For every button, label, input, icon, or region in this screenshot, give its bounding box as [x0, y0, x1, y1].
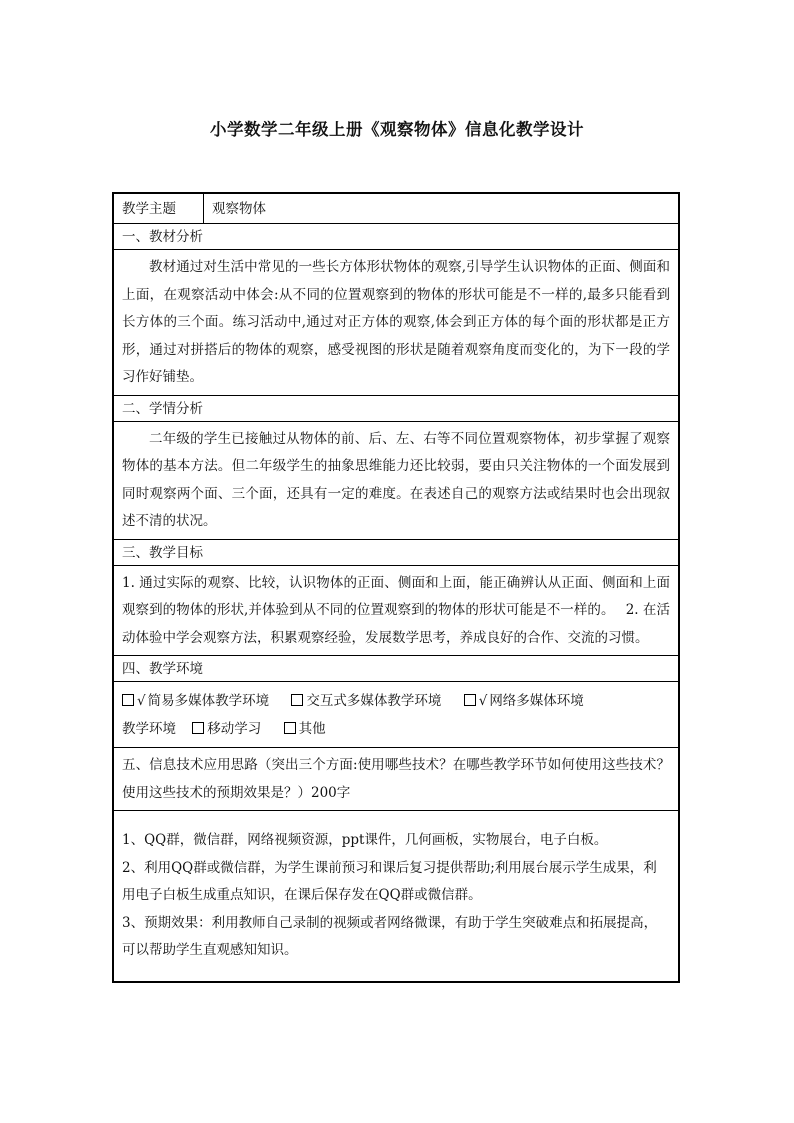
goals-heading: 三、教学目标	[114, 540, 678, 566]
env-option-mobile-learning[interactable]	[192, 721, 261, 737]
checkbox-icon	[291, 694, 303, 706]
learners-heading: 二、学情分析	[114, 396, 678, 422]
env-option-teaching-environment	[122, 721, 176, 737]
env-option-label: 简易多媒体教学环境	[147, 693, 270, 709]
technology-item: 1、QQ群，微信群，网络视频资源，ppt课件，几何画板，实物展台，电子白板。	[122, 832, 608, 848]
check-mark-icon: √	[478, 693, 488, 709]
env-option-interactive-multimedia[interactable]	[291, 693, 441, 709]
env-option-label: 教学环境	[122, 720, 176, 737]
technology-heading: 五、信息技术应用思路（突出三个方面:使用哪些技术？在哪些教学环节如何使用这些技术？使用这些技术的预期效果是？）200字	[114, 748, 678, 811]
technology-body	[114, 811, 678, 981]
technology-item: 2、利用QQ群或微信群，为学生课前预习和课后复习提供帮助;利用展台展示学生成果，利用电子白板生成重点知识，在课后保存发在QQ群或微信群。	[122, 859, 657, 903]
textbook-heading: 一、教材分析	[114, 224, 678, 250]
environment-heading: 四、教学环境	[114, 656, 678, 682]
checkbox-icon	[122, 694, 134, 706]
env-option-label: 其他	[298, 720, 326, 737]
subject-row	[114, 194, 678, 224]
check-mark-icon: √	[137, 693, 146, 709]
technology-item: 3、预期效果：利用教师自己录制的视频或者网络微课，有助于学生突破难点和拓展提高，可以帮助学生直观感知知识。	[122, 914, 658, 958]
env-option-simple-multimedia[interactable]	[122, 693, 269, 709]
textbook-body: 教材通过对生活中常见的一些长方体形状物体的观察,引导学生认识物体的正面、侧面和上面，在观察活动中体会:从不同的位置观察到的物体的形状可能是不一样的,最多只能看到长方体的三个面。练习活动中,通过对正方体的观察,体会到正方体的每个面的形状都是正方形，通过对拼搭后的物体的观察，感受视图的形状是随着观察角度而变化的，为下一段的学习作好铺垫。	[114, 250, 678, 396]
lesson-plan-table	[112, 192, 680, 983]
env-option-label: 网络多媒体环境	[489, 693, 584, 709]
goals-body: 1. 通过实际的观察、比较，认识物体的正面、侧面和上面，能正确辨认从正面、侧面和上面观察到的物体的形状,并体验到从不同的位置观察到的物体的形状可能是不一样的。 2. 在活动体验中学会观察方法，积累观察经验，发展数学思考，养成良好的合作、交流的习惯。	[114, 566, 678, 657]
checkbox-icon	[192, 722, 204, 734]
checkbox-icon	[464, 694, 476, 706]
document-title: 小学数学二年级上册《观察物体》信息化教学设计	[210, 120, 584, 139]
checkbox-icon	[284, 722, 296, 734]
environment-options	[114, 682, 678, 748]
learners-body: 二年级的学生已接触过从物体的前、后、左、右等不同位置观察物体，初步掌握了观察物体的基本方法。但二年级学生的抽象思维能力还比较弱，要由只关注物体的一个面发展到同时观察两个面、三个面，还具有一定的难度。在表述自己的观察方法或结果时也会出现叙述不清的状况。	[114, 422, 678, 540]
env-option-other[interactable]	[284, 721, 326, 737]
env-option-label: 移动学习	[207, 720, 262, 737]
env-option-network-multimedia[interactable]	[464, 693, 584, 709]
subject-label: 教学主题	[114, 194, 204, 223]
subject-value: 观察物体	[212, 201, 266, 217]
env-option-label: 交互式多媒体教学环境	[306, 693, 442, 709]
